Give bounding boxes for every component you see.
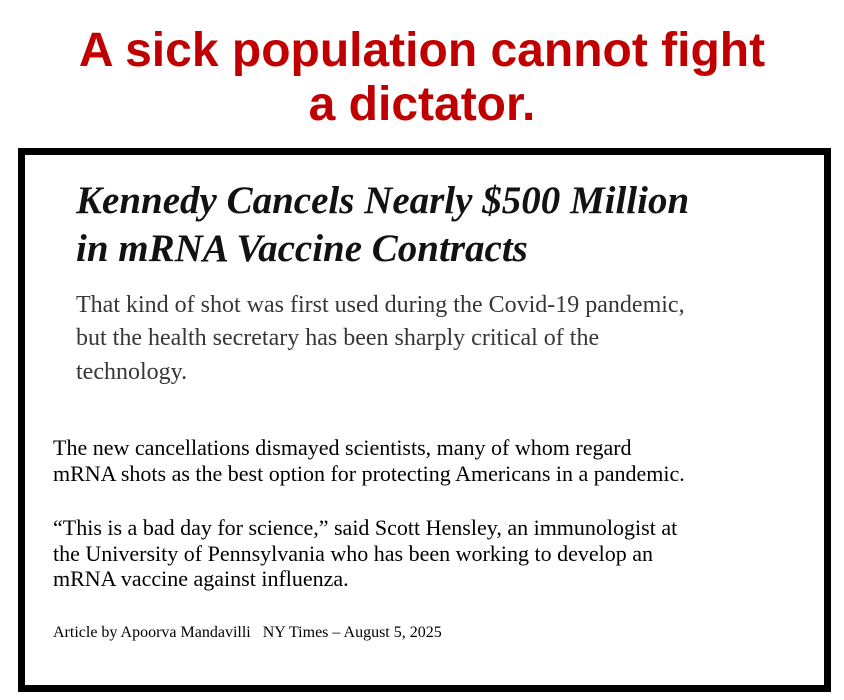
meme-headline: [0, 24, 844, 132]
article-screenshot-frame: [18, 148, 831, 692]
article-paragraph-2: [53, 515, 803, 592]
paragraph-2-line-1: “This is a bad day for science,” said Scott Hensley, an immunologist at: [53, 515, 678, 540]
article-title-line-2: in mRNA Vaccine Contracts: [76, 226, 528, 270]
summary-line-1: That kind of shot was first used during the Covid-19 pandemic,: [76, 292, 685, 318]
summary-line-3: technology.: [76, 358, 188, 385]
article-title: [76, 177, 806, 272]
headline-line-1: A sick population cannot fight: [78, 24, 766, 77]
paragraph-1-line-1: The new cancellations dismayed scientists, many of whom regard: [53, 435, 632, 460]
paragraph-1-line-2: mRNA shots as the best option for protecting Americans in a pandemic.: [53, 460, 685, 486]
article-paragraph-1: [53, 435, 803, 486]
paragraph-2-line-2: the University of Pennsylvania who has been working to develop an: [53, 540, 653, 566]
article-summary: [76, 289, 796, 389]
paragraph-2-line-3: mRNA vaccine against influenza.: [53, 566, 349, 592]
article-title-line-1: Kennedy Cancels Nearly $500 Million: [76, 179, 690, 222]
headline-line-2: a dictator.: [308, 77, 536, 131]
summary-line-2: but the health secretary has been sharply critical of the: [76, 325, 600, 352]
article-credit: Article by Apoorva Mandavilli NY Times – August 5, 2025: [53, 624, 442, 641]
